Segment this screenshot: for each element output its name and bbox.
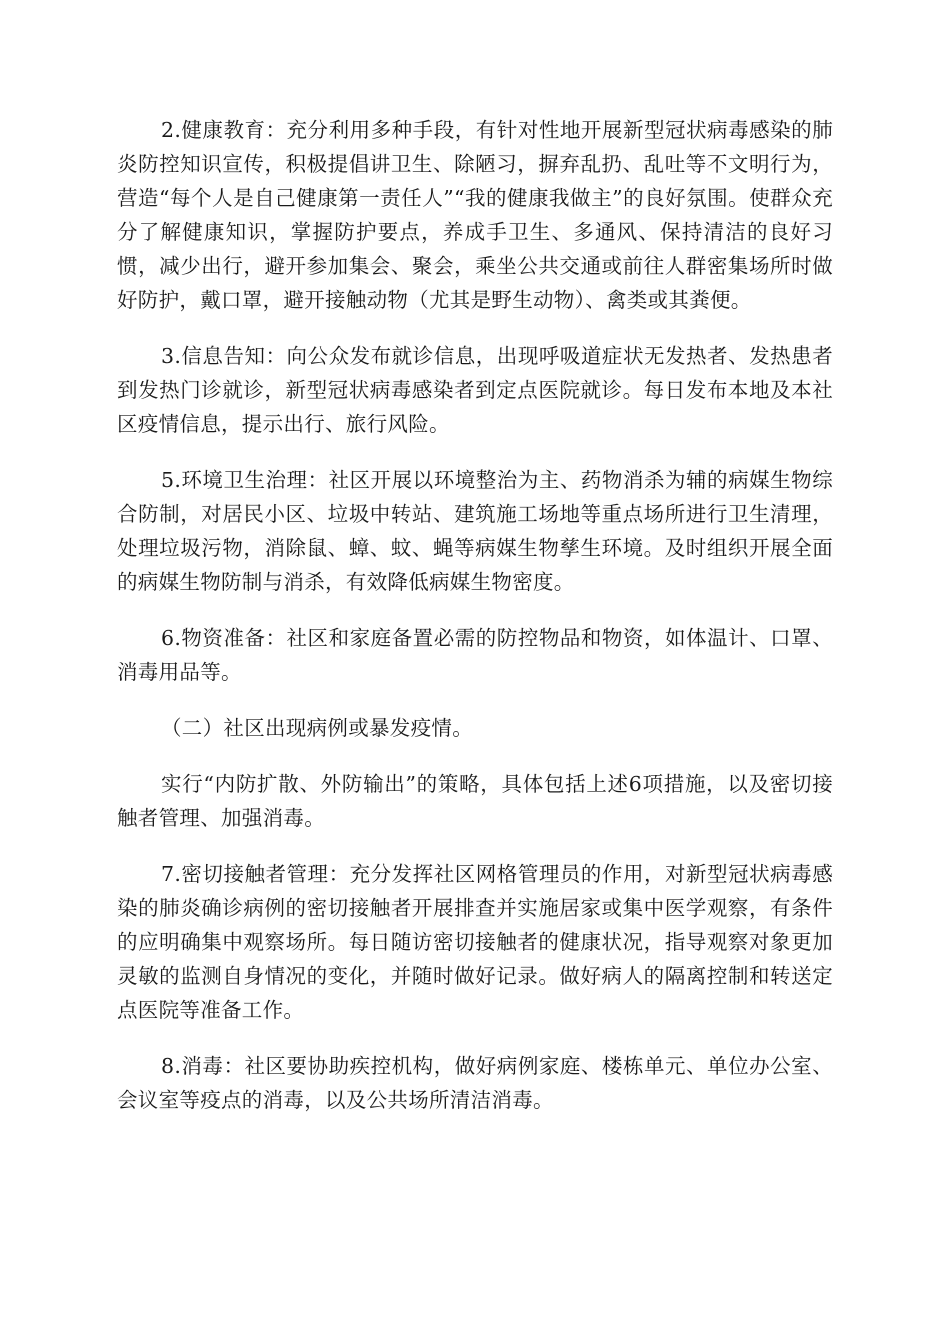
paragraph-environmental-sanitation: 5.环境卫生治理：社区开展以环境整治为主、药物消杀为辅的病媒生物综合防制，对居民小区、垃圾中转站、建筑施工场地等重点场所进行卫生清理，处理垃圾污物，消除鼠、蟑、蚊、蝇等病媒生物孳生环境。及时组织开展全面的病媒生物防制与消杀，有效降低病媒生物密度。 [117, 468, 833, 594]
paragraph-supplies-preparation: 6.物资准备：社区和家庭备置必需的防控物品和物资，如体温计、口罩、消毒用品等。 [117, 626, 833, 684]
paragraph-health-education: 2.健康教育：充分利用多种手段，有针对性地开展新型冠状病毒感染的肺炎防控知识宣传，积极提倡讲卫生、除陋习，摒弃乱扔、乱吐等不文明行为，营造“每个人是自己健康第一责任人”“我的健康我做主”的良好氛围。使群众充分了解健康知识，掌握防护要点，养成手卫生、多通风、保持清洁的良好习惯，减少出行，避开参加集会、聚会，乘坐公共交通或前往人群密集场所时做好防护，戴口罩，避开接触动物（尤其是野生动物）、禽类或其粪便。 [117, 118, 833, 312]
paragraph-close-contact-management: 7.密切接触者管理：充分发挥社区网格管理员的作用，对新型冠状病毒感染的肺炎确诊病例的密切接触者开展排查并实施居家或集中医学观察，有条件的应明确集中观察场所。每日随访密切接触者的健康状况，指导观察对象更加灵敏的监测自身情况的变化，并随时做好记录。做好病人的隔离控制和转送定点医院等准备工作。 [117, 862, 833, 1022]
paragraph-disinfection: 8.消毒：社区要协助疾控机构，做好病例家庭、楼栋单元、单位办公室、会议室等疫点的消毒，以及公共场所清洁消毒。 [117, 1054, 833, 1112]
section-heading-outbreak: （二）社区出现病例或暴发疫情。 [161, 716, 473, 740]
paragraph-information-notice: 3.信息告知：向公众发布就诊信息，出现呼吸道症状无发热者、发热患者到发热门诊就诊，新型冠状病毒感染者到定点医院就诊。每日发布本地及本社区疫情信息，提示出行、旅行风险。 [117, 344, 833, 436]
document-page [117, 113, 833, 1139]
paragraph-strategy: 实行“内防扩散、外防输出”的策略，具体包括上述6项措施，以及密切接触者管理、加强消毒。 [117, 772, 833, 830]
